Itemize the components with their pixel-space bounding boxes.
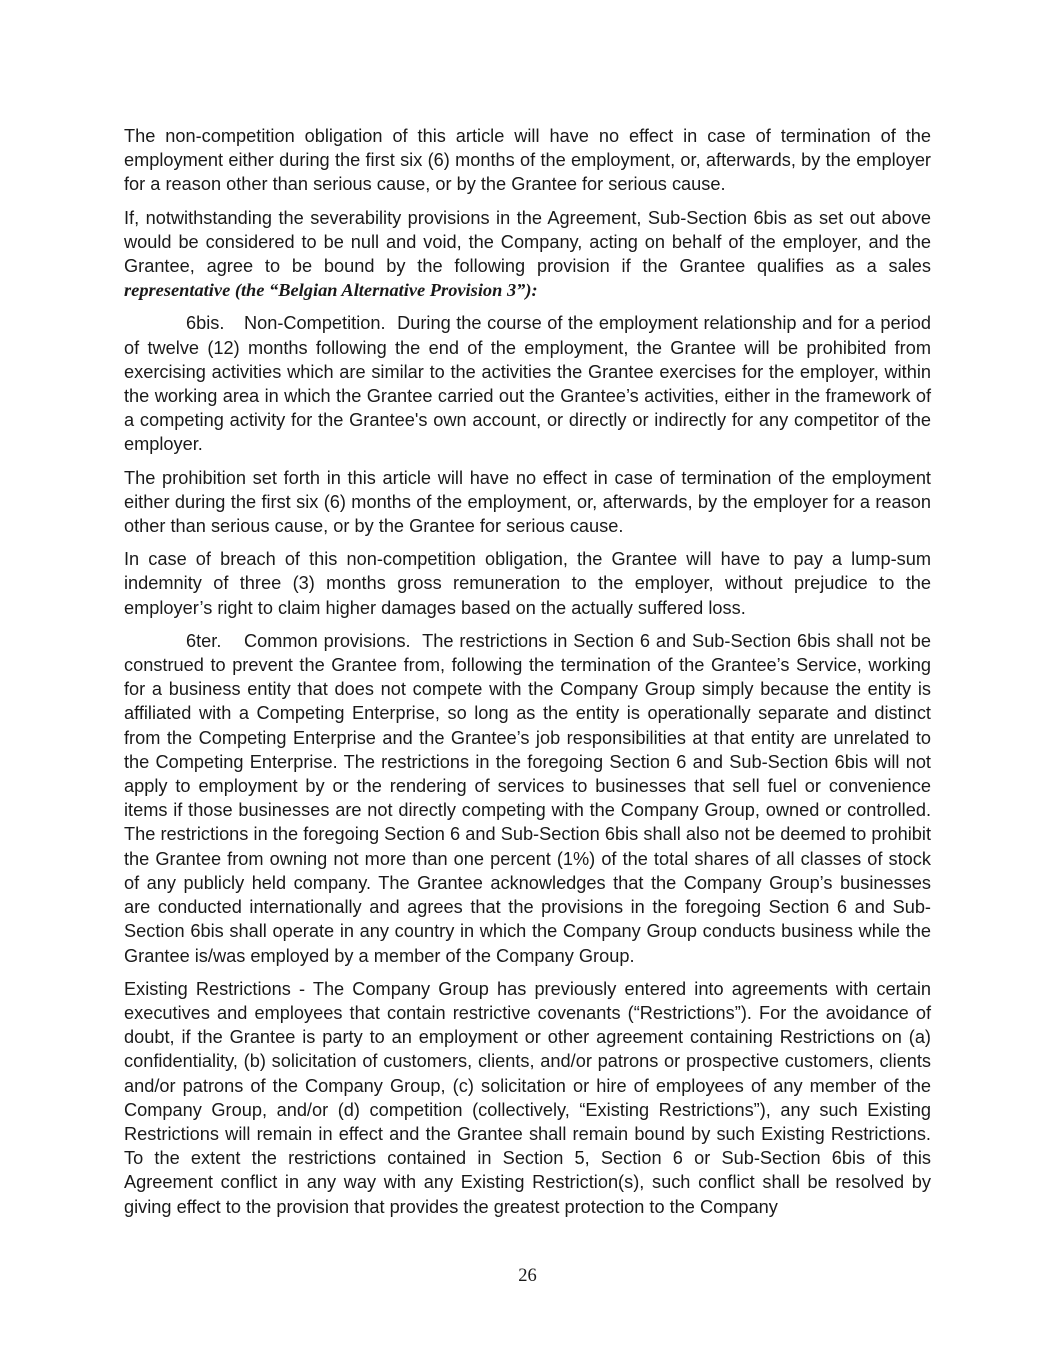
section-6bis-body: During the course of the employment relationship and for a period of twelve (12) months following the end of the employment, the Grantee will be prohibited from exercising activities which are similar to the activities the Grantee exercises for the employer, within the working area in which the Grantee carried out the Grantee’s activities, either in the framework of a competing activity for the Grantee's own account, or directly or indirectly for any competitor of the employer. — [124, 313, 931, 455]
page-number: 26 — [518, 1266, 537, 1286]
alternative-provision-heading: representative (the “Belgian Alternative Provision 3”): — [124, 280, 538, 301]
paragraph-breach-indemnity: In case of breach of this non-competition obligation, the Grantee will have to pay a lump-sum indemnity of three (3) months gross remuneration to the employer, without prejudice to the employer’s right to claim higher damages based on the actually suffered loss. — [124, 549, 931, 618]
paragraph-existing-restrictions: Existing Restrictions - The Company Group has previously entered into agreements with certain executives and employees that contain restrictive covenants (“Restrictions”). For the avoidance of doubt, if the Grantee is party to an employment or other agreement containing Restrictions on (a) confidentiality, (b) solicitation of customers, clients, and/or patrons or prospective customers, clients and/or patrons of the Company Group, (c) solicitation or hire of employees of any member of the Company Group, and/or (d) competition (collectively, “Existing Restrictions”), any such Existing Restrictions will remain in effect and the Grantee shall remain bound by such Existing Restrictions. To the extent the restrictions contained in Section 5, Section 6 or Sub-Section 6bis of this Agreement conflict in any way with any Existing Restriction(s), such conflict shall be resolved by giving effect to the provision that provides the greatest protection to the Company — [124, 978, 931, 1217]
section-6bis-number: 6bis. — [186, 313, 225, 334]
section-6ter-number: 6ter. — [186, 630, 222, 651]
section-6bis-title: Non-Competition. — [244, 313, 386, 334]
paragraph-prohibition-effect: The prohibition set forth in this article will have no effect in case of termination of the employment either during the first six (6) months of the employment, or, afterwards, by the employer for a reason other than serious cause, or by the Grantee for serious cause. — [124, 467, 931, 537]
paragraph-alternative-provision — [124, 206, 931, 303]
section-6ter — [124, 629, 931, 968]
document-page — [124, 124, 931, 1228]
section-6ter-body: The restrictions in Section 6 and Sub-Section 6bis shall not be construed to prevent the Grantee from, following the termination of the Grantee’s Service, working for a business entity that does not compete with the Company Group simply because the entity is affiliated with a Competing Enterprise, so long as the entity is operationally separate and distinct from the Competing Enterprise and the Grantee’s job responsibilities at that entity are unrelated to the Competing Enterprise. The restrictions in the foregoing Section 6 and Sub-Section 6bis will not apply to employment by or the rendering of services to businesses that sell fuel or convenience items if those businesses are not directly competing with the Company Group, owned or controlled. The restrictions in the foregoing Section 6 and Sub-Section 6bis shall also not be deemed to prohibit the Grantee from owning not more than one percent (1%) of the total shares of all classes of stock of any publicly held company. The Grantee acknowledges that the Company Group’s businesses are conducted internationally and agrees that the provisions in the foregoing Section 6 and Sub-Section 6bis shall operate in any country in which the Company Group conducts business while the Grantee is/was employed by a member of the Company Group. — [124, 630, 931, 966]
alternative-provision-text: If, notwithstanding the severability provisions in the Agreement, Sub-Section 6bis as set out above would be considered to be null and void, the Company, acting on behalf of the employer, and the Grantee, agree to be bound by the following provision if the Grantee qualifies as a sales — [124, 207, 931, 277]
section-6ter-title: Common provisions. — [244, 630, 411, 651]
section-6bis — [124, 311, 931, 456]
paragraph-termination-effect: The non-competition obligation of this article will have no effect in case of termination of the employment either during the first six (6) months of the employment, or, afterwards, by the employer for a reason other than serious cause, or by the Grantee for serious cause. — [124, 126, 931, 195]
